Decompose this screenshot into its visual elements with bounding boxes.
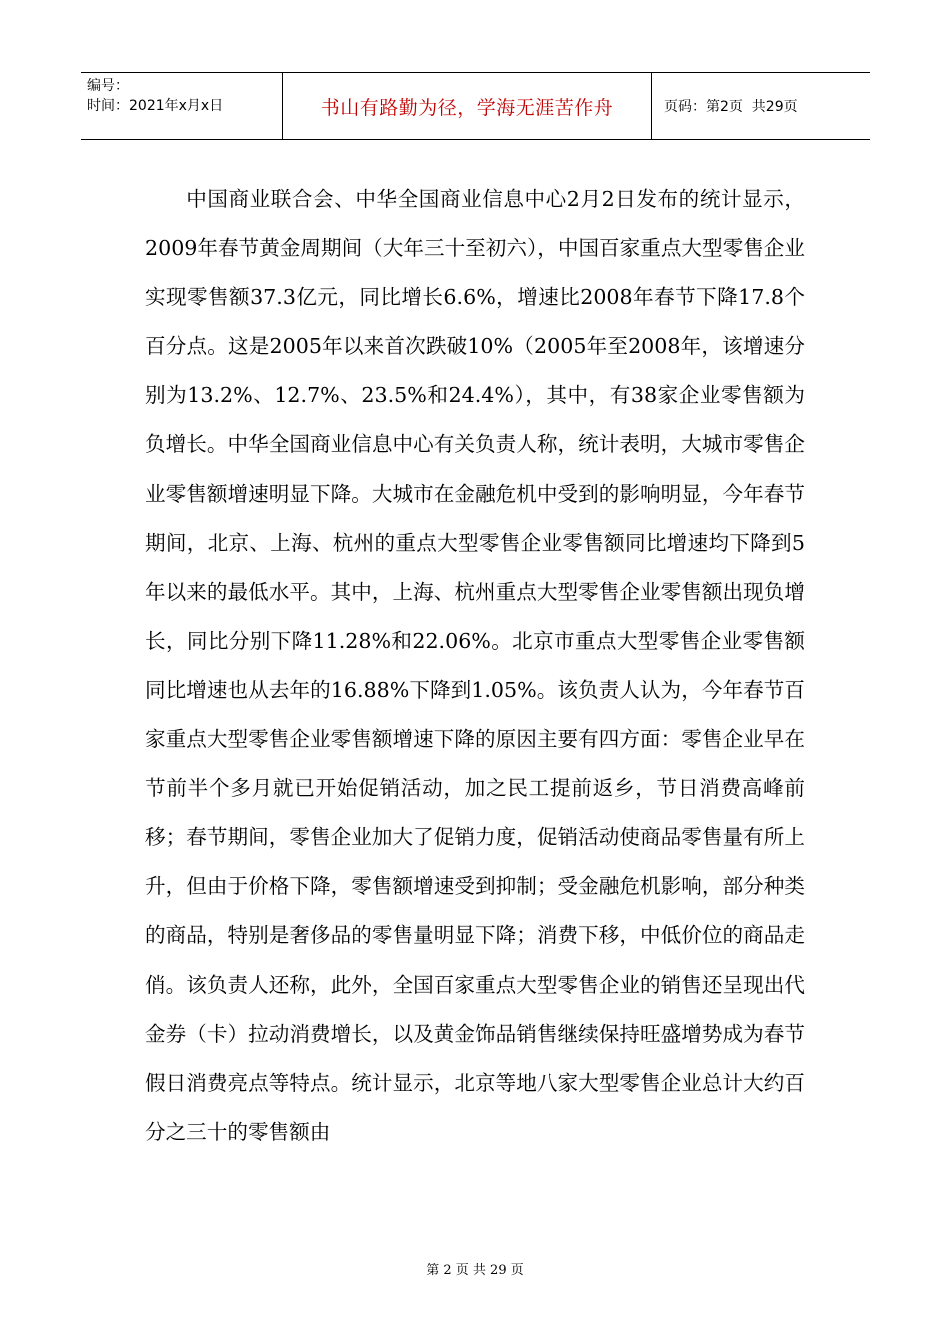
serial-number-label: 编号： [87,78,129,94]
header-page-cell [652,73,870,139]
header-motto-cell [283,73,652,139]
date-label: 时间：2021年x月x日 [87,98,224,114]
motto-text: 书山有路勤为径，学海无涯苦作舟 [320,96,614,119]
body-paragraph: 中国商业联合会、中华全国商业信息中心2月2日发布的统计显示，2009年春节黄金周期间（大年三十至初六），中国百家重点大型零售企业实现零售额37.3亿元，同比增长6.6%，增速比2008年春节下降17.8个百分点。这是2005年以来首次跌破10%（2005年至2008年，该增速分别为13.2%、12.7%、23.5%和24.4%），其中，有38家企业零售额为负增长。中华全国商业信息中心有关负责人称，统计表明，大城市零售企业零售额增速明显下降。大城市在金融危机中受到的影响明显，今年春节期间，北京、上海、杭州的重点大型零售企业零售额同比增速均下降到5年以来的最低水平。其中，上海、杭州重点大型零售企业零售额出现负增长，同比分别下降11.28%和22.06%。北京市重点大型零售企业零售额同比增速也从去年的16.88%下降到1.05%。该负责人认为，今年春节百家重点大型零售企业零售额增速下降的原因主要有四方面：零售企业早在节前半个多月就已开始促销活动，加之民工提前返乡，节日消费高峰前移；春节期间，零售企业加大了促销力度，促销活动使商品零售量有所上升，但由于价格下降，零售额增速受到抑制；受金融危机影响，部分种类的商品，特别是奢侈品的零售量明显下降；消费下移，中低价位的商品走俏。该负责人还称，此外，全国百家重点大型零售企业的销售还呈现出代金券（卡）拉动消费增长，以及黄金饰品销售继续保持旺盛增势成为春节假日消费亮点等特点。统计显示，北京等地八家大型零售企业总计大约百分之三十的零售额由 [145,187,805,1144]
page-header [81,72,870,140]
header-meta-cell [81,73,283,139]
page-footer: 第 2 页 共 29 页 [426,1263,524,1278]
page-number-label: 页码：第2页 共29页 [664,99,798,115]
